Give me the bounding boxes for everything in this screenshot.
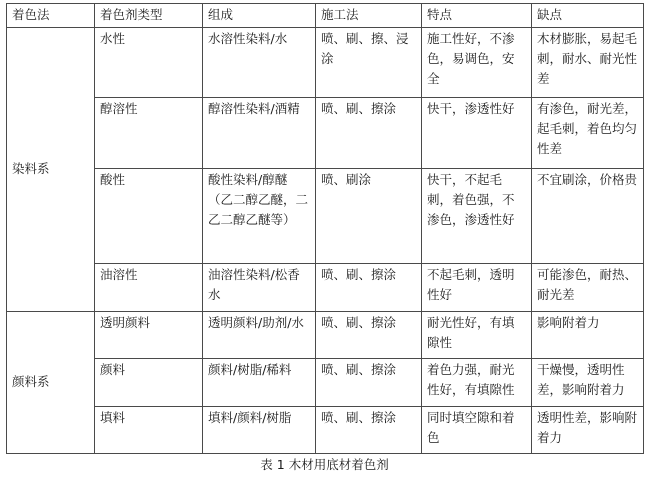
cell-composition: 透明颜料/助剂/水	[203, 312, 316, 359]
cell-type: 酸性	[95, 169, 203, 264]
cell-application: 喷、刷、擦涂	[316, 407, 422, 454]
table-row	[7, 28, 644, 98]
cell-drawbacks: 可能渗色，耐热、耐光差	[532, 264, 644, 312]
header-application: 施工法	[316, 4, 422, 28]
cell-features: 快干，不起毛刺，着色强，不渗色，渗透性好	[422, 169, 532, 264]
cell-composition: 酸性染料/醇醚（乙二醇乙醚，二乙二醇乙醚等）	[203, 169, 316, 264]
cell-type: 油溶性	[95, 264, 203, 312]
table-row	[7, 98, 644, 169]
method-cell-dye: 染料系	[7, 28, 95, 312]
cell-application: 喷、刷、擦涂	[316, 98, 422, 169]
cell-application: 喷、刷涂	[316, 169, 422, 264]
cell-type: 透明颜料	[95, 312, 203, 359]
cell-drawbacks: 干燥慢，透明性差，影响附着力	[532, 359, 644, 407]
cell-composition: 填料/颜料/树脂	[203, 407, 316, 454]
wood-stain-table	[6, 3, 644, 454]
table-caption: 表 1 木材用底材着色剂	[260, 457, 389, 472]
header-composition: 组成	[203, 4, 316, 28]
cell-type: 水性	[95, 28, 203, 98]
header-stain-type: 着色剂类型	[95, 4, 203, 28]
cell-application: 喷、刷、擦、浸涂	[316, 28, 422, 98]
cell-features: 着色力强，耐光性好，有填隙性	[422, 359, 532, 407]
cell-features: 快干，渗透性好	[422, 98, 532, 169]
table-header-row	[7, 4, 644, 28]
cell-drawbacks: 有渗色，耐光差，起毛刺，着色均匀性差	[532, 98, 644, 169]
cell-features: 耐光性好，有填隙性	[422, 312, 532, 359]
cell-application: 喷、刷、擦涂	[316, 359, 422, 407]
table-row	[7, 407, 644, 454]
header-features: 特点	[422, 4, 532, 28]
cell-application: 喷、刷、擦涂	[316, 312, 422, 359]
cell-drawbacks: 透明性差，影响附着力	[532, 407, 644, 454]
method-cell-pigment: 颜料系	[7, 312, 95, 454]
cell-features: 同时填空隙和着色	[422, 407, 532, 454]
table-row	[7, 264, 644, 312]
cell-features: 施工性好，不渗色，易调色，安全	[422, 28, 532, 98]
cell-drawbacks: 不宜刷涂，价格贵	[532, 169, 644, 264]
header-method: 着色法	[7, 4, 95, 28]
cell-type: 填料	[95, 407, 203, 454]
cell-drawbacks: 木材膨胀，易起毛刺，耐水、耐光性差	[532, 28, 644, 98]
cell-type: 醇溶性	[95, 98, 203, 169]
cell-application: 喷、刷、擦涂	[316, 264, 422, 312]
cell-type: 颜料	[95, 359, 203, 407]
cell-composition: 醇溶性染料/酒精	[203, 98, 316, 169]
stain-table-container	[6, 3, 643, 454]
header-drawbacks: 缺点	[532, 4, 644, 28]
table-row	[7, 312, 644, 359]
cell-composition: 水溶性染料/水	[203, 28, 316, 98]
cell-features: 不起毛刺，透明性好	[422, 264, 532, 312]
table-row	[7, 359, 644, 407]
cell-composition: 颜料/树脂/稀料	[203, 359, 316, 407]
cell-composition: 油溶性染料/松香水	[203, 264, 316, 312]
table-row	[7, 169, 644, 264]
cell-drawbacks: 影响附着力	[532, 312, 644, 359]
